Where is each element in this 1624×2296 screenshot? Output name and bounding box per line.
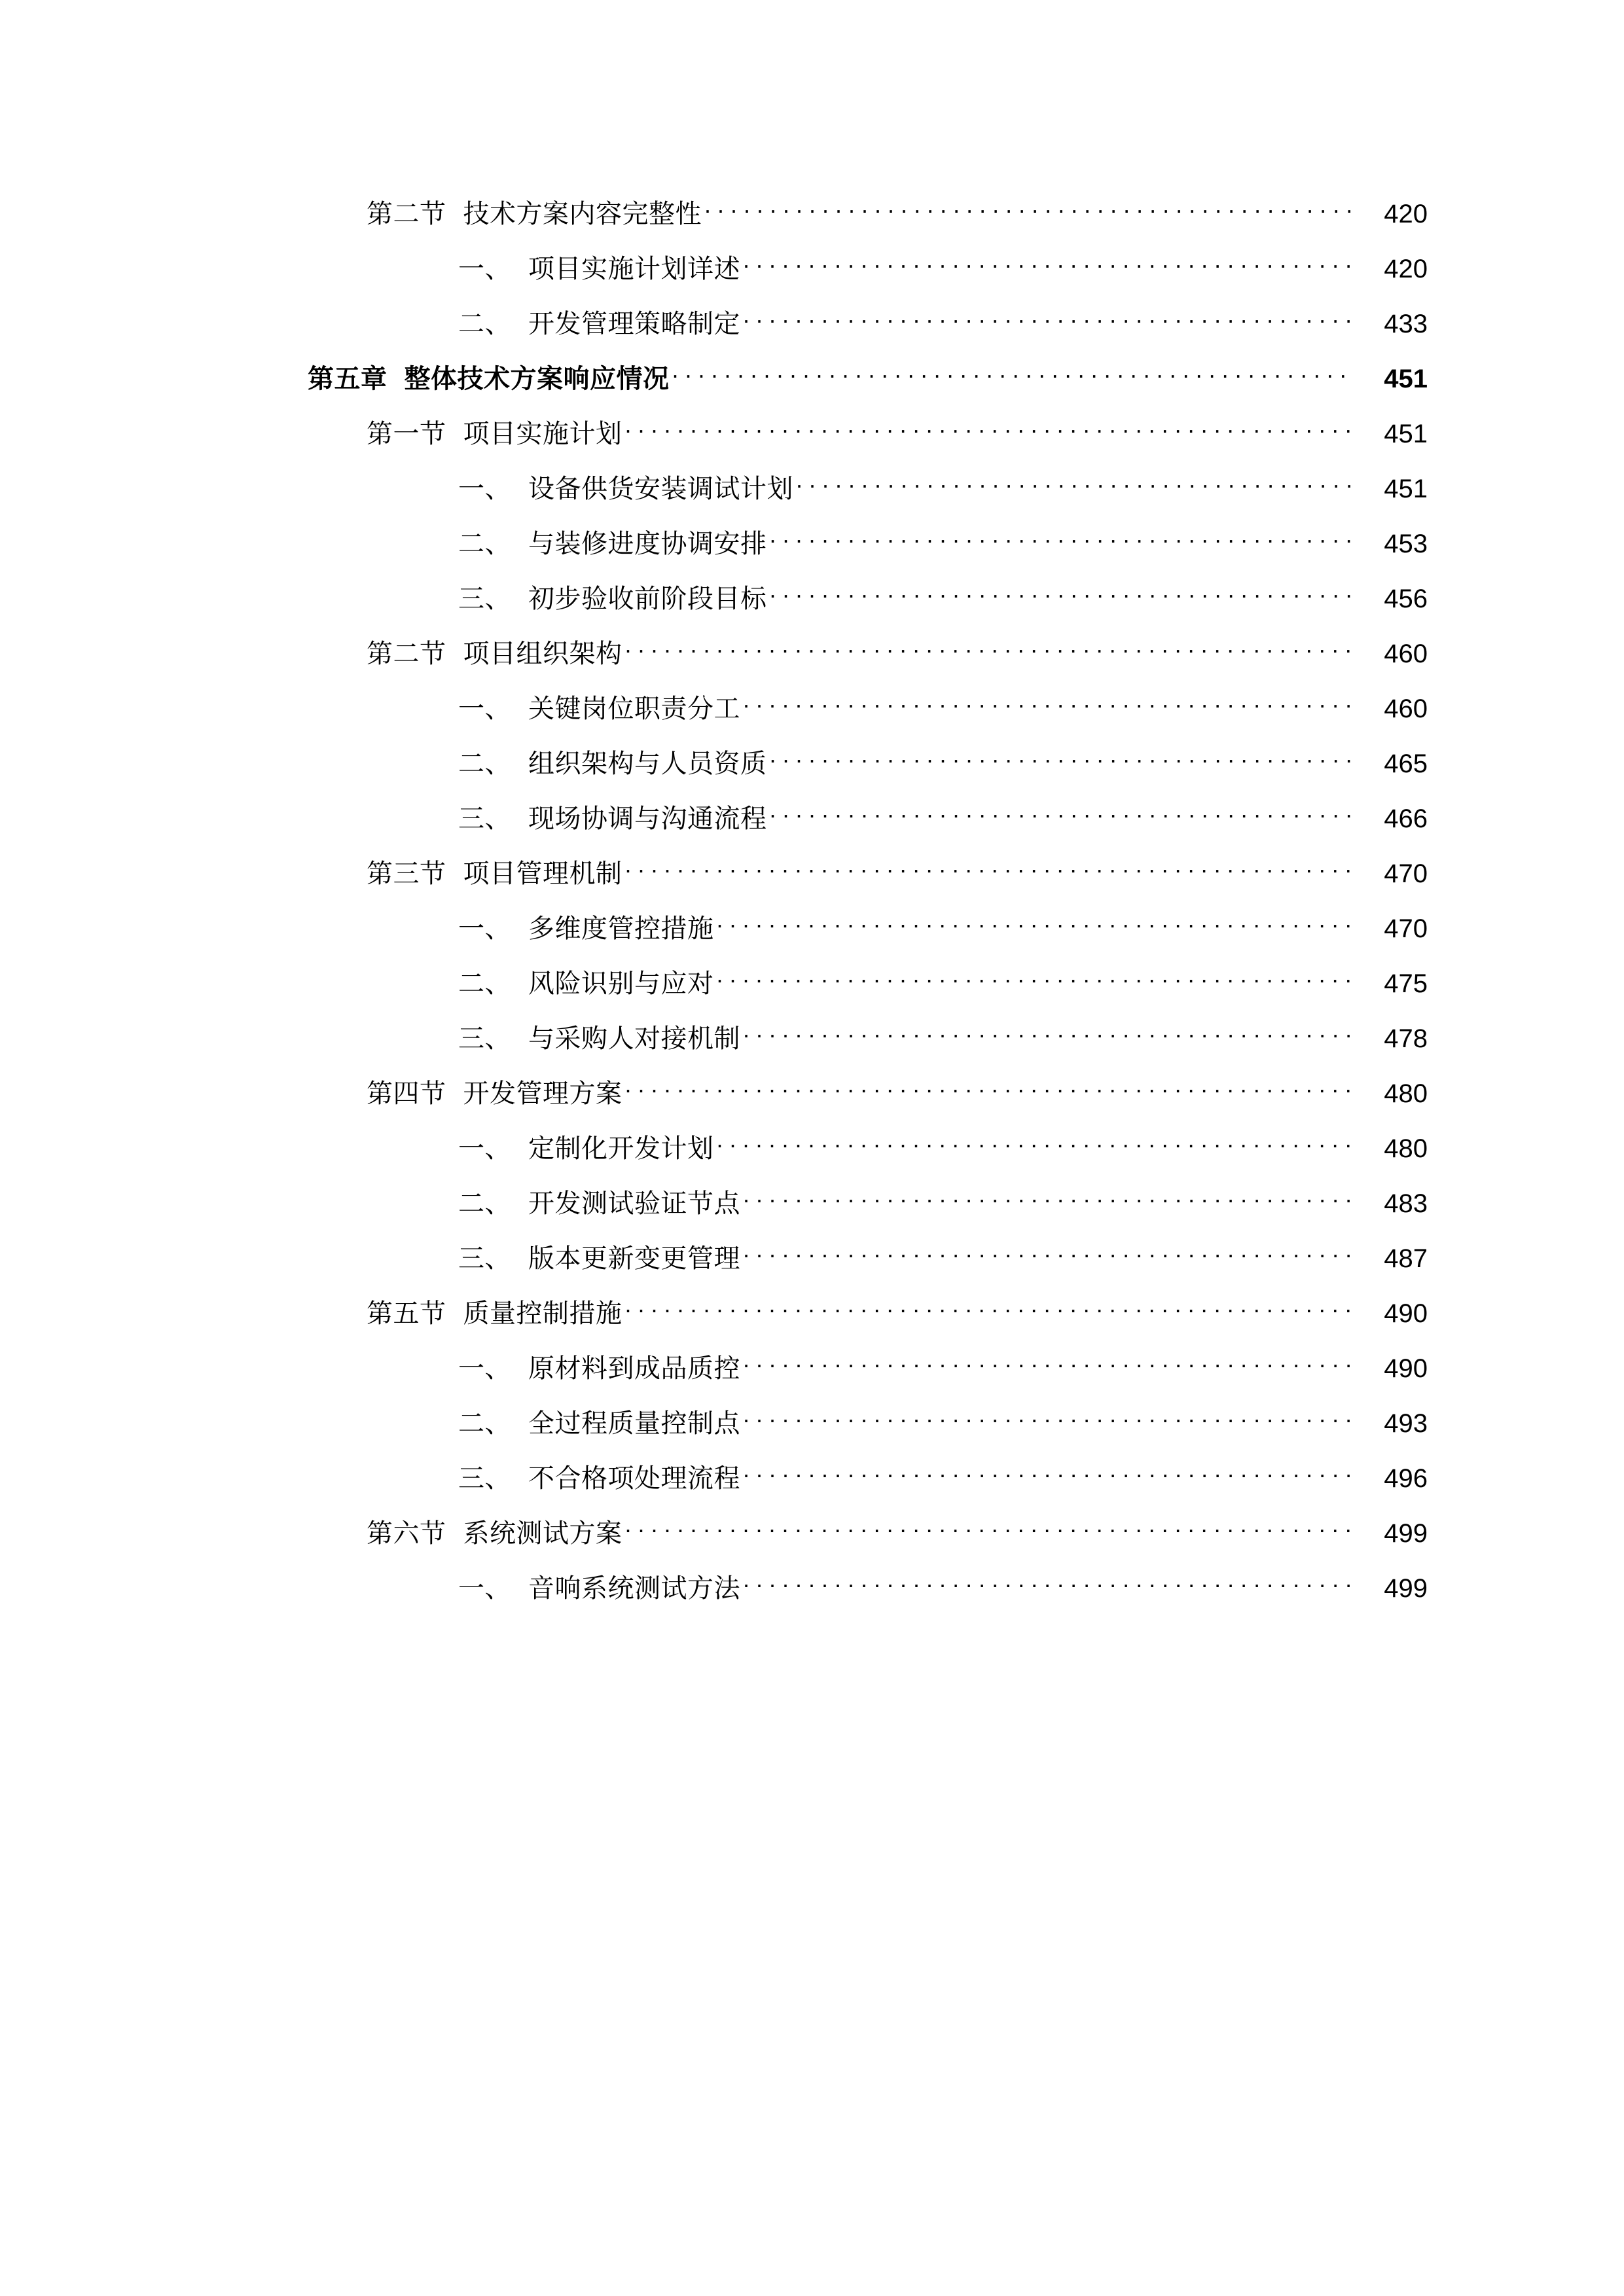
toc-leader-dots	[770, 526, 1352, 552]
toc-entry-number: 一、	[458, 475, 511, 503]
toc-entry-page-number: 456	[1384, 584, 1428, 613]
toc-leader-dots	[743, 1186, 1352, 1212]
toc-leader-dots	[625, 636, 1352, 662]
toc-entry-label	[367, 418, 623, 450]
toc-leader-dots	[625, 1296, 1352, 1322]
toc-entry-title: 版本更新变更管理	[528, 1244, 740, 1273]
toc-entry-title: 开发测试验证节点	[528, 1189, 740, 1218]
toc-entry-label	[458, 528, 767, 560]
toc-leader-dots	[743, 1461, 1352, 1487]
toc-entry[interactable]	[196, 966, 1428, 999]
toc-entry-label	[458, 748, 767, 780]
toc-entry-number: 二、	[458, 1409, 511, 1438]
toc-entry-number: 二、	[458, 529, 511, 558]
toc-entry[interactable]	[196, 636, 1428, 670]
toc-entry-page-number: 496	[1384, 1464, 1428, 1493]
toc-entry-number: 第五节	[367, 1299, 446, 1328]
toc-entry[interactable]	[196, 691, 1428, 725]
toc-entry-page-number: 480	[1384, 1079, 1428, 1108]
toc-entry-label	[458, 968, 714, 999]
toc-entry-title: 与采购人对接机制	[528, 1024, 740, 1053]
toc-entry-title: 风险识别与应对	[528, 969, 714, 998]
toc-entry[interactable]	[196, 1351, 1428, 1384]
toc-entry-title: 技术方案内容完整性	[463, 200, 702, 228]
toc-entry-title: 整体技术方案响应情况	[404, 365, 670, 393]
toc-entry-label	[367, 1078, 623, 1109]
toc-entry-label	[458, 253, 740, 285]
toc-entry-label	[367, 638, 623, 670]
toc-entry-title: 质量控制措施	[463, 1299, 623, 1328]
toc-entry-page-number: 453	[1384, 529, 1428, 558]
toc-entry-label	[367, 198, 702, 230]
toc-leader-dots	[743, 1406, 1352, 1432]
toc-entry-number: 二、	[458, 1189, 511, 1218]
toc-entry-page-number: 460	[1384, 639, 1428, 668]
toc-entry-page-number: 483	[1384, 1189, 1428, 1218]
toc-entry-page-number: 490	[1384, 1354, 1428, 1383]
toc-entry-title: 现场协调与沟通流程	[528, 804, 767, 833]
toc-entry-label	[458, 1188, 740, 1219]
toc-entry-number: 第五章	[308, 365, 388, 393]
toc-entry-label	[458, 913, 714, 944]
toc-entry[interactable]	[196, 581, 1428, 615]
toc-entry[interactable]	[196, 1021, 1428, 1054]
toc-leader-dots	[743, 1241, 1352, 1267]
toc-entry-page-number: 470	[1384, 914, 1428, 943]
toc-entry-number: 一、	[458, 694, 511, 723]
toc-entry-number: 三、	[458, 584, 511, 613]
toc-entry-title: 项目实施计划	[463, 420, 623, 448]
toc-entry-page-number: 466	[1384, 804, 1428, 833]
toc-entry[interactable]	[196, 196, 1428, 230]
toc-entry-label	[458, 693, 740, 725]
toc-entry-label	[367, 1518, 623, 1549]
toc-entry-label	[458, 1133, 714, 1164]
toc-entry-title: 开发管理方案	[463, 1079, 623, 1108]
toc-entry-title: 多维度管控措施	[528, 914, 714, 943]
toc-entry-number: 一、	[458, 914, 511, 943]
toc-leader-dots	[743, 691, 1352, 717]
toc-leader-dots	[770, 581, 1352, 607]
toc-entry-number: 三、	[458, 804, 511, 833]
toc-entry[interactable]	[196, 1186, 1428, 1219]
toc-entry-title: 设备供货安装调试计划	[528, 475, 793, 503]
toc-leader-dots	[770, 801, 1352, 827]
toc-entry-page-number: 451	[1384, 420, 1428, 448]
toc-entry-title: 初步验收前阶段目标	[528, 584, 767, 613]
toc-leader-dots	[770, 746, 1352, 772]
toc-entry[interactable]	[196, 361, 1428, 395]
toc-entry[interactable]	[196, 1516, 1428, 1549]
toc-entry-page-number: 499	[1384, 1574, 1428, 1603]
toc-entry[interactable]	[196, 306, 1428, 340]
toc-entry-page-number: 460	[1384, 694, 1428, 723]
toc-entry-title: 音响系统测试方法	[528, 1574, 740, 1603]
toc-leader-dots	[717, 966, 1352, 992]
toc-entry-number: 第二节	[367, 639, 446, 668]
toc-entry-page-number: 493	[1384, 1409, 1428, 1438]
toc-entry-label	[367, 1298, 623, 1329]
toc-leader-dots	[743, 251, 1352, 278]
toc-entry-page-number: 499	[1384, 1519, 1428, 1548]
toc-entry-page-number: 451	[1384, 365, 1428, 393]
toc-entry-number: 第一节	[367, 420, 446, 448]
toc-entry-label	[458, 803, 767, 834]
toc-entry[interactable]	[196, 801, 1428, 834]
toc-entry-number: 第六节	[367, 1519, 446, 1548]
toc-entry[interactable]	[196, 1296, 1428, 1329]
toc-entry-page-number: 420	[1384, 200, 1428, 228]
toc-entry[interactable]	[196, 471, 1428, 505]
toc-leader-dots	[717, 1131, 1352, 1157]
toc-leader-dots	[743, 1351, 1352, 1377]
toc-entry-title: 项目组织架构	[463, 639, 623, 668]
toc-entry[interactable]	[196, 1461, 1428, 1494]
toc-entry-page-number: 487	[1384, 1244, 1428, 1273]
toc-entry[interactable]	[196, 911, 1428, 944]
toc-entry-number: 一、	[458, 255, 511, 283]
toc-entry-number: 三、	[458, 1244, 511, 1273]
toc-leader-dots	[625, 856, 1352, 882]
toc-entry-label	[458, 1023, 740, 1054]
toc-leader-dots	[625, 416, 1352, 442]
toc-entry-page-number: 470	[1384, 859, 1428, 888]
toc-entry-number: 一、	[458, 1574, 511, 1603]
toc-entry[interactable]	[196, 1076, 1428, 1109]
toc-entry-title: 系统测试方案	[463, 1519, 623, 1548]
toc-entry-number: 一、	[458, 1134, 511, 1163]
toc-entry-page-number: 451	[1384, 475, 1428, 503]
toc-leader-dots	[743, 1571, 1352, 1597]
toc-entry-title: 开发管理策略制定	[528, 310, 740, 338]
toc-leader-dots	[672, 361, 1352, 387]
toc-leader-dots	[717, 911, 1352, 937]
toc-entry[interactable]	[196, 1406, 1428, 1439]
toc-entry-label	[458, 1463, 740, 1494]
table-of-contents	[196, 196, 1428, 1604]
toc-entry-title: 与装修进度协调安排	[528, 529, 767, 558]
toc-entry[interactable]	[196, 251, 1428, 285]
toc-leader-dots	[743, 306, 1352, 332]
toc-entry-label	[458, 583, 767, 615]
toc-leader-dots	[625, 1076, 1352, 1102]
toc-leader-dots	[796, 471, 1352, 497]
toc-entry-page-number: 433	[1384, 310, 1428, 338]
toc-entry-title: 定制化开发计划	[528, 1134, 714, 1163]
toc-entry-page-number: 480	[1384, 1134, 1428, 1163]
toc-entry-label	[458, 1243, 740, 1274]
toc-entry-label	[458, 308, 740, 340]
toc-entry-title: 不合格项处理流程	[528, 1464, 740, 1493]
toc-entry-number: 二、	[458, 969, 511, 998]
toc-entry[interactable]	[196, 1571, 1428, 1604]
toc-entry-number: 第三节	[367, 859, 446, 888]
toc-entry-title: 全过程质量控制点	[528, 1409, 740, 1438]
toc-entry-number: 三、	[458, 1024, 511, 1053]
toc-entry[interactable]	[196, 1131, 1428, 1164]
toc-entry-page-number: 490	[1384, 1299, 1428, 1328]
toc-entry-title: 关键岗位职责分工	[528, 694, 740, 723]
toc-entry-page-number: 420	[1384, 255, 1428, 283]
toc-entry-label	[367, 858, 623, 889]
toc-entry-number: 一、	[458, 1354, 511, 1383]
toc-entry-title: 项目管理机制	[463, 859, 623, 888]
toc-leader-dots	[625, 1516, 1352, 1542]
toc-entry-page-number: 478	[1384, 1024, 1428, 1053]
toc-entry-title: 组织架构与人员资质	[528, 749, 767, 778]
toc-entry-page-number: 475	[1384, 969, 1428, 998]
toc-entry-label	[458, 1408, 740, 1439]
toc-entry-number: 第二节	[367, 200, 446, 228]
toc-entry-number: 二、	[458, 310, 511, 338]
toc-entry-page-number: 465	[1384, 749, 1428, 778]
toc-entry-label	[458, 1573, 740, 1604]
toc-entry[interactable]	[196, 1241, 1428, 1274]
toc-leader-dots	[743, 1021, 1352, 1047]
toc-entry[interactable]	[196, 746, 1428, 780]
toc-entry[interactable]	[196, 526, 1428, 560]
toc-entry-title: 项目实施计划详述	[528, 255, 740, 283]
toc-entry-label	[458, 473, 793, 505]
toc-entry-title: 原材料到成品质控	[528, 1354, 740, 1383]
toc-entry-label	[308, 363, 670, 395]
toc-entry[interactable]	[196, 856, 1428, 889]
toc-entry-label	[458, 1353, 740, 1384]
toc-entry-number: 第四节	[367, 1079, 446, 1108]
toc-entry-number: 二、	[458, 749, 511, 778]
toc-entry[interactable]	[196, 416, 1428, 450]
toc-leader-dots	[704, 196, 1352, 223]
toc-entry-number: 三、	[458, 1464, 511, 1493]
